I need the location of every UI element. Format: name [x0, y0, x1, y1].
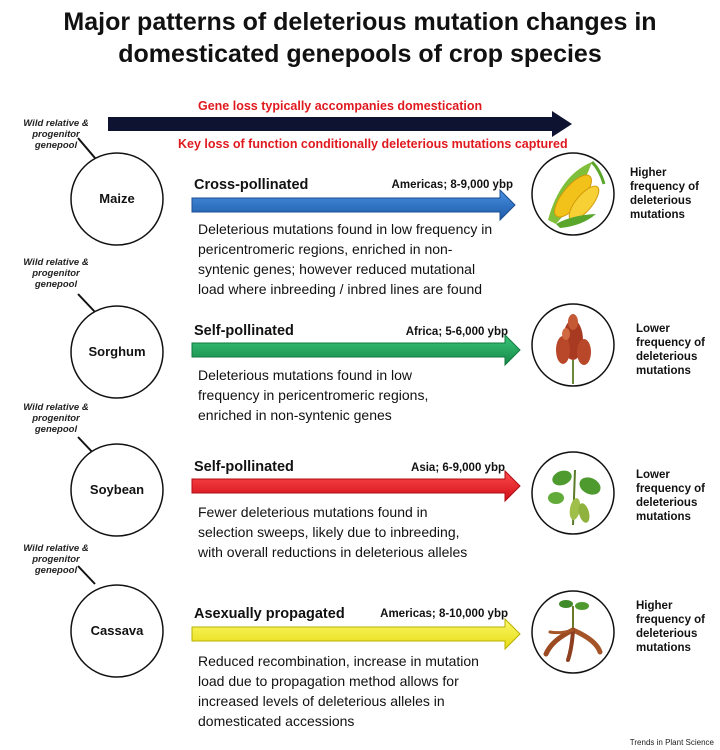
domestication-arrow-cassava	[192, 619, 520, 649]
frequency-label-soybean: Lower frequency of deleterious mutations	[636, 469, 706, 523]
domestication-arrow-soybean	[192, 471, 520, 501]
description-maize: Deleterious mutations found in low frequency in pericentromeric regions, enriched in non- syntenic genes; however reduced mutational load where inbreeding / inbred lines are found	[198, 221, 493, 297]
origin-maize: Americas; 8-9,000 ybp	[391, 179, 513, 191]
journal-credit: Trends in Plant Science	[629, 738, 714, 747]
frequency-label-sorghum: Lower frequency of deleterious mutations	[636, 323, 706, 377]
origin-soybean: Asia; 6-9,000 ybp	[411, 462, 505, 474]
domestication-arrow-maize	[192, 190, 515, 220]
wild-relative-label-sorghum: Wild relative & progenitor genepool	[23, 257, 89, 290]
figure-title-line-2: domesticated genepools of crop species	[118, 40, 602, 68]
crop-name-sorghum: Sorghum	[88, 344, 146, 359]
pollination-mode-sorghum: Self-pollinated	[194, 323, 294, 339]
frequency-label-cassava: Higher frequency of deleterious mutations	[636, 600, 706, 654]
description-sorghum: Deleterious mutations found in low frequency in pericentromeric regions, enriched in non-syntenic genes	[198, 367, 429, 423]
crop-circle-cassava	[71, 566, 163, 677]
crop-image-sorghum	[532, 304, 614, 386]
wild-relative-label-cassava: Wild relative & progenitor genepool	[23, 543, 89, 576]
origin-sorghum: Africa; 5-6,000 ybp	[405, 326, 508, 338]
description-soybean: Fewer deleterious mutations found in selection sweeps, likely due to inbreeding, with overall reductions in deleterious alleles	[198, 504, 468, 560]
crop-name-soybean: Soybean	[89, 482, 145, 497]
origin-cassava: Americas; 8-10,000 ybp	[380, 608, 508, 620]
crop-name-cassava: Cassava	[90, 623, 144, 638]
trend-label-loss-of-function: Key loss of function conditionally deleterious mutations captured	[178, 137, 568, 151]
wild-relative-label-soybean: Wild relative & progenitor genepool	[23, 402, 89, 435]
pollination-mode-soybean: Self-pollinated	[194, 459, 294, 475]
frequency-label-maize: Higher frequency of deleterious mutations	[630, 167, 700, 221]
domestication-arrow-sorghum	[192, 335, 520, 365]
figure-title-line-1: Major patterns of deleterious mutation changes in	[63, 8, 657, 36]
wild-relative-label-maize: Wild relative & progenitor genepool	[23, 118, 89, 151]
domestication-trend-arrow	[108, 111, 572, 137]
crop-image-soybean	[532, 452, 614, 534]
pollination-mode-maize: Cross-pollinated	[194, 177, 309, 193]
crop-image-maize	[532, 153, 614, 235]
crop-name-maize: Maize	[99, 191, 135, 206]
trend-label-gene-loss: Gene loss typically accompanies domestication	[198, 99, 483, 113]
crop-image-cassava	[532, 591, 614, 673]
description-cassava: Reduced recombination, increase in mutation load due to propagation method allows for increased levels of deleterious alleles in domesticated accessions	[198, 653, 479, 729]
pollination-mode-cassava: Asexually propagated	[194, 606, 345, 622]
